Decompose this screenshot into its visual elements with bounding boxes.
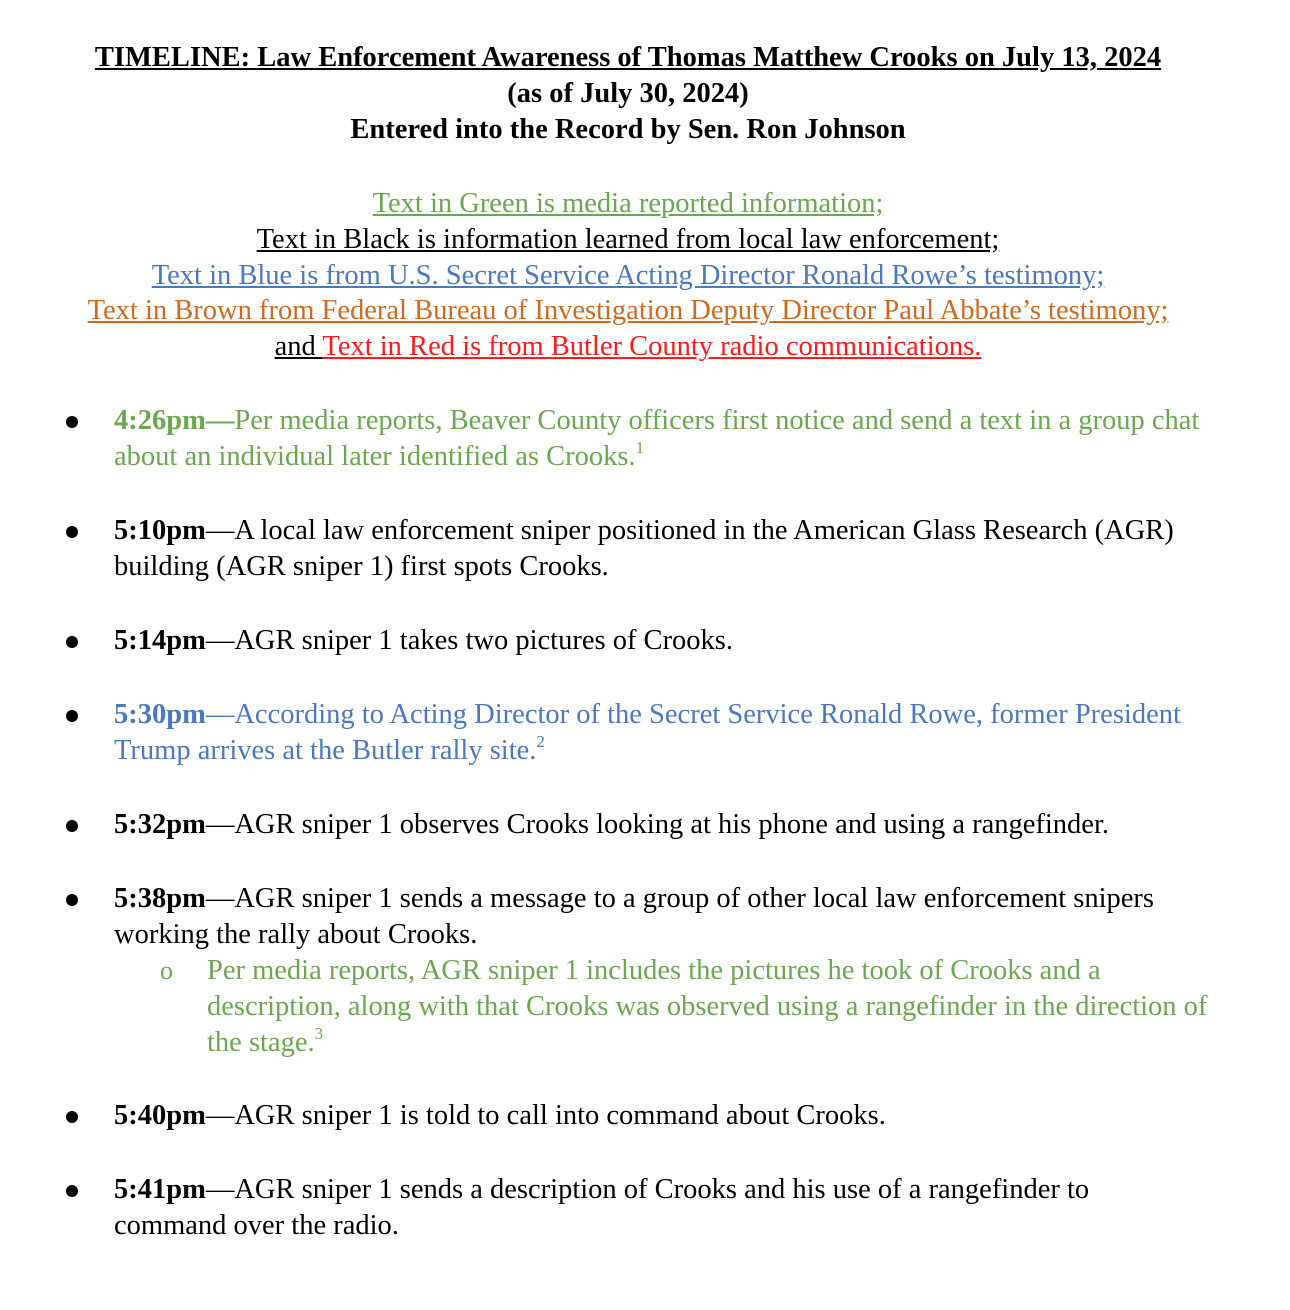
timeline-time: 5:41pm <box>114 1174 206 1205</box>
bullet-icon <box>66 636 78 648</box>
timeline-dash: — <box>205 1100 235 1131</box>
timeline-time: 4:26pm <box>114 405 206 436</box>
footnote-marker: 1 <box>635 437 645 457</box>
timeline-description: A local law enforcement sniper positioned in the American Glass Research (AGR) building (AGR sniper 1) first spots Crooks. <box>114 515 1174 582</box>
sub-description: Per media reports, AGR sniper 1 includes the pictures he took of Crooks and a description, along with that Crooks was observed using a rangefinder in the direction of the stage. <box>207 955 1208 1058</box>
bullet-icon <box>66 710 78 722</box>
timeline-description: AGR sniper 1 takes two pictures of Crooks. <box>234 625 734 656</box>
timeline-description: According to Acting Director of the Secret Service Ronald Rowe, former President Trump arrives at the Butler rally site. <box>114 699 1181 766</box>
legend-red: Text in Red is from Butler County radio communications. <box>322 331 982 363</box>
footnote-marker: 2 <box>536 731 545 751</box>
timeline-description: Per media reports, Beaver County officers first notice and send a text in a group chat about an individual later identified as Crooks. <box>114 405 1200 472</box>
timeline-dash: — <box>205 405 235 436</box>
timeline-description: AGR sniper 1 is told to call into command about Crooks. <box>234 1100 886 1131</box>
timeline-description: AGR sniper 1 observes Crooks looking at his phone and using a rangefinder. <box>234 809 1109 840</box>
timeline-dash: — <box>205 699 235 730</box>
timeline-entry-text <box>114 807 1264 843</box>
timeline-entry-text <box>114 697 1224 769</box>
timeline-entry-text <box>114 513 1224 585</box>
bullet-icon <box>66 1111 78 1123</box>
bullet-icon <box>66 820 78 832</box>
timeline-time: 5:14pm <box>114 625 206 656</box>
timeline-entry-text <box>114 623 1224 659</box>
bullet-icon <box>66 416 78 428</box>
bullet-icon <box>66 1185 78 1197</box>
timeline-entry-text <box>114 881 1174 953</box>
timeline-entry-text <box>114 1098 1224 1134</box>
document-title: TIMELINE: Law Enforcement Awareness of Thomas Matthew Crooks on July 13, 2024 <box>94 42 1162 73</box>
document-header <box>0 40 1256 148</box>
as-of-date: (as of July 30, 2024) <box>507 78 749 109</box>
timeline-time: 5:40pm <box>114 1100 206 1131</box>
bullet-icon <box>66 894 78 906</box>
bullet-icon <box>66 526 78 538</box>
entered-into-record: Entered into the Record by Sen. Ron Johnson <box>350 114 906 145</box>
timeline-entry-text <box>114 403 1224 475</box>
timeline-dash: — <box>205 515 235 546</box>
timeline-dash: — <box>205 883 235 914</box>
legend-blue: Text in Blue is from U.S. Secret Service Acting Director Ronald Rowe’s testimony; <box>151 259 1105 291</box>
timeline-description: AGR sniper 1 sends a description of Crooks and his use of a rangefinder to command over the radio. <box>114 1174 1090 1241</box>
timeline-time: 5:38pm <box>114 883 206 914</box>
sub-bullet-marker: o <box>160 956 173 985</box>
timeline-time: 5:10pm <box>114 515 206 546</box>
legend-brown: Text in Brown from Federal Bureau of Investigation Deputy Director Paul Abbate’s testimony; <box>87 295 1169 327</box>
timeline-time: 5:30pm <box>114 699 206 730</box>
legend-green: Text in Green is media reported information; <box>372 188 884 219</box>
timeline-dash: — <box>205 625 235 656</box>
color-legend <box>0 186 1256 365</box>
timeline-dash: — <box>205 809 235 840</box>
timeline-time: 5:32pm <box>114 809 206 840</box>
footnote-marker: 3 <box>314 1023 324 1043</box>
timeline-description: AGR sniper 1 sends a message to a group of other local law enforcement snipers working the rally about Crooks. <box>114 883 1154 950</box>
legend-and: and <box>274 331 323 363</box>
timeline-dash: — <box>205 1174 235 1205</box>
legend-black: Text in Black is information learned from local law enforcement; <box>256 223 1000 255</box>
sub-entry-text <box>207 953 1227 1061</box>
timeline-entry-text <box>114 1172 1204 1244</box>
